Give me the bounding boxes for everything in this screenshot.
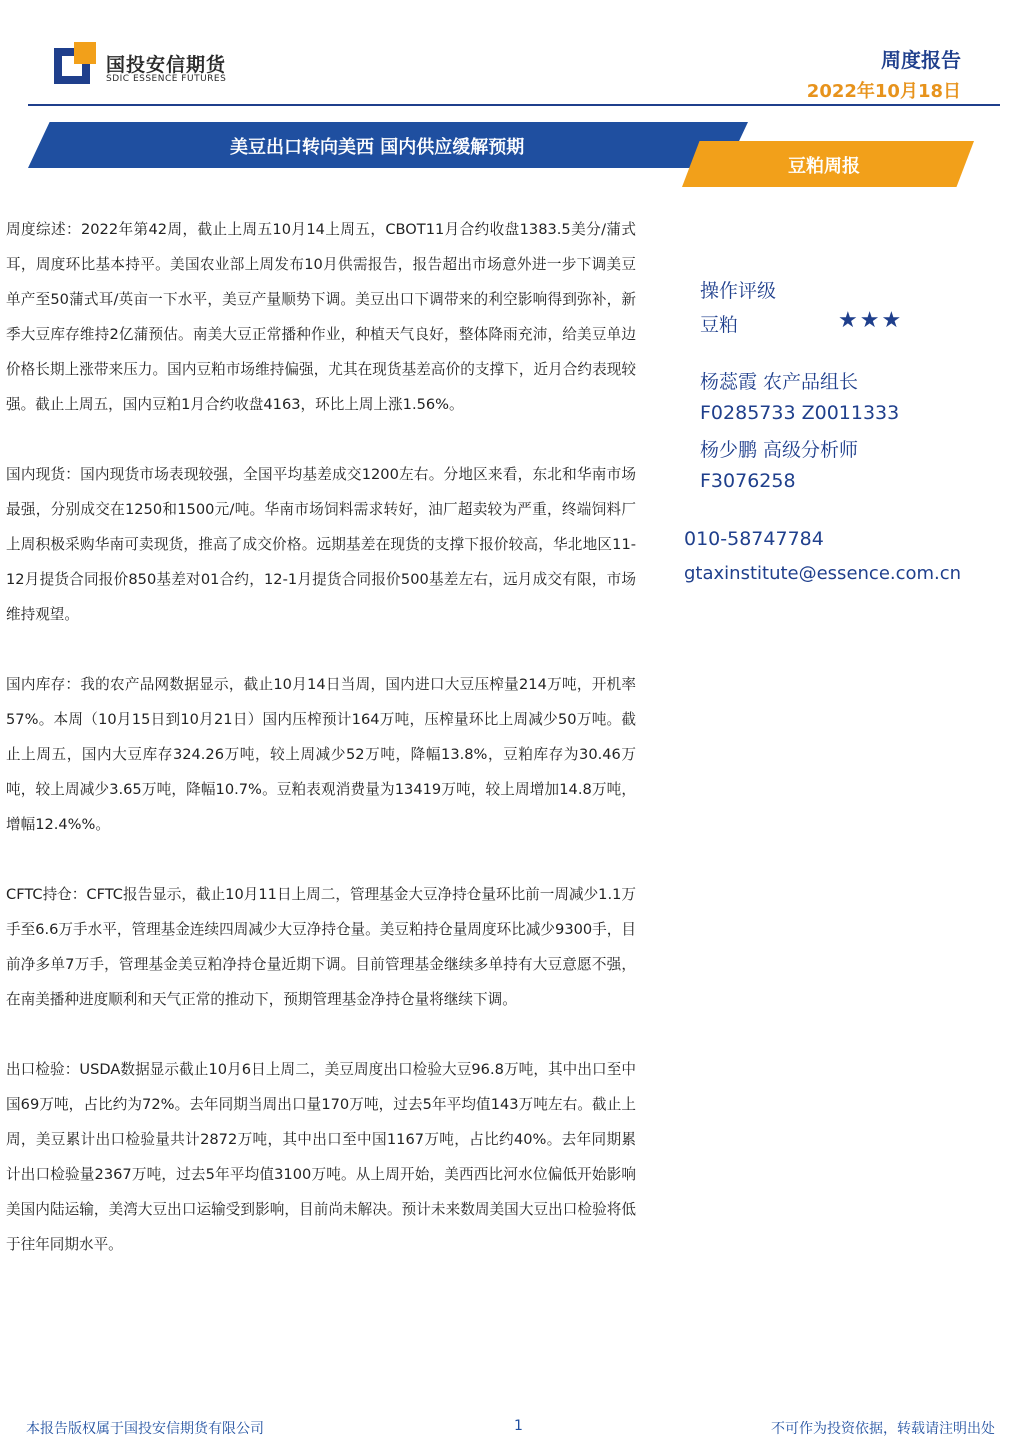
para-domestic-spot: 国内现货：国内现货市场表现较强，全国平均基差成交1200左右。分地区来看，东北和华南市场最强，分别成交在1250和1500元/吨。华南市场饲料需求转好，油厂超卖较为严重，终端饲料厂上周积极采购华南可卖现货，推高了成交价格。远期基差在现货的支撑下报价较高，华北地区11-12月提货合同报价850基差对01合约，12-1月提货合同报价500基差左右，远月成交有限，市场维持观望。 <box>6 466 636 623</box>
footer-disclaimer: 不可作为投资依据，转载请注明出处 <box>771 1421 995 1437</box>
para-weekly-summary: 周度综述：2022年第42周，截止上周五10月14上周五，CBOT11月合约收盘1383.5美分/蒲式耳，周度环比基本持平。美国农业部上周发布10月供需报告，报告超出市场意外进一步下调美豆单产至50蒲式耳/英亩一下水平，美豆产量顺势下调。美豆出口下调带来的利空影响得到弥补，新季大豆库存维持2亿蒲预估。南美大豆正常播种作业，种植天气良好，整体降雨充沛，给美豆单边价格长期上涨带来压力。国内豆粕市场维持偏强，尤其在现货基差高价的支撑下，近月合约表现较强。截止上周五，国内豆粕1月合约收盘4163，环比上周上涨1.56%。 <box>6 221 636 413</box>
rating-title: 操作评级 <box>700 280 777 302</box>
analyst2-name: 杨少鹏 高级分析师 <box>700 439 859 461</box>
para-export-inspection: 出口检验：USDA数据显示截止10月6日上周二，美豆周度出口检验大豆96.8万吨，其中出口至中国69万吨，占比约为72%。去年同期当周出口量170万吨，过去5年平均值143万吨左右。截止上周，美豆累计出口检验量共计2872万吨，其中出口至中国1167万吨，占比约40%。去年同期累计出口检验量2367万吨，过去5年平均值3100万吨。从上周开始，美西西比河水位偏低开始影响美国内陆运输，美湾大豆出口运输受到影响，目前尚未解决。预计未来数周美国大豆出口检验将低于往年同期水平。 <box>6 1061 636 1253</box>
contact-phone: 010-58747784 <box>684 528 824 550</box>
para-cftc-position: CFTC持仓：CFTC报告显示，截止10月11日上周二，管理基金大豆净持仓量环比前一周减少1.1万手至6.6万手水平，管理基金连续四周减少大豆净持仓量。美豆粕持仓量周度环比减少9300手，目前净多单7万手，管理基金美豆粕净持仓量近期下调。目前管理基金继续多单持有大豆意愿不强，在南美播种进度顺利和天气正常的推动下，预期管理基金净持仓量将继续下调。 <box>6 886 636 1008</box>
report-body <box>6 212 636 1297</box>
page-number: 1 <box>514 1418 523 1434</box>
analyst2-id: F3076258 <box>700 470 796 492</box>
report-type: 周度报告 <box>881 48 961 72</box>
analyst1-ids: F0285733 Z0011333 <box>700 402 900 424</box>
header-divider <box>28 104 1000 106</box>
report-date: 2022年10月18日 <box>806 81 961 102</box>
company-logo <box>54 42 100 84</box>
brand-name-en: SDIC ESSENCE FUTURES <box>106 74 227 84</box>
analyst1-name: 杨蕊霞 农产品组长 <box>700 371 859 393</box>
rating-item: 豆粕 <box>700 314 739 336</box>
contact-email[interactable]: gtaxinstitute@essence.com.cn <box>684 563 962 584</box>
report-category: 豆粕周报 <box>788 156 860 177</box>
para-domestic-inventory: 国内库存：我的农产品网数据显示，截止10月14日当周，国内进口大豆压榨量214万吨，开机率57%。本周（10月15日到10月21日）国内压榨预计164万吨，压榨量环比上周减少50万吨。截止上周五，国内大豆库存324.26万吨，较上周减少52万吨，降幅13.8%，豆粕库存为30.46万吨，较上周减少3.65万吨，降幅10.7%。豆粕表观消费量为13419万吨，较上周增加14.8万吨，增幅12.4%%。 <box>6 676 636 833</box>
brand-name-cn: 国投安信期货 <box>106 54 227 76</box>
rating-stars-icon: ★★★ <box>838 308 904 333</box>
report-title: 美豆出口转向美西 国内供应缓解预期 <box>230 137 525 158</box>
footer-copyright: 本报告版权属于国投安信期货有限公司 <box>26 1421 264 1437</box>
